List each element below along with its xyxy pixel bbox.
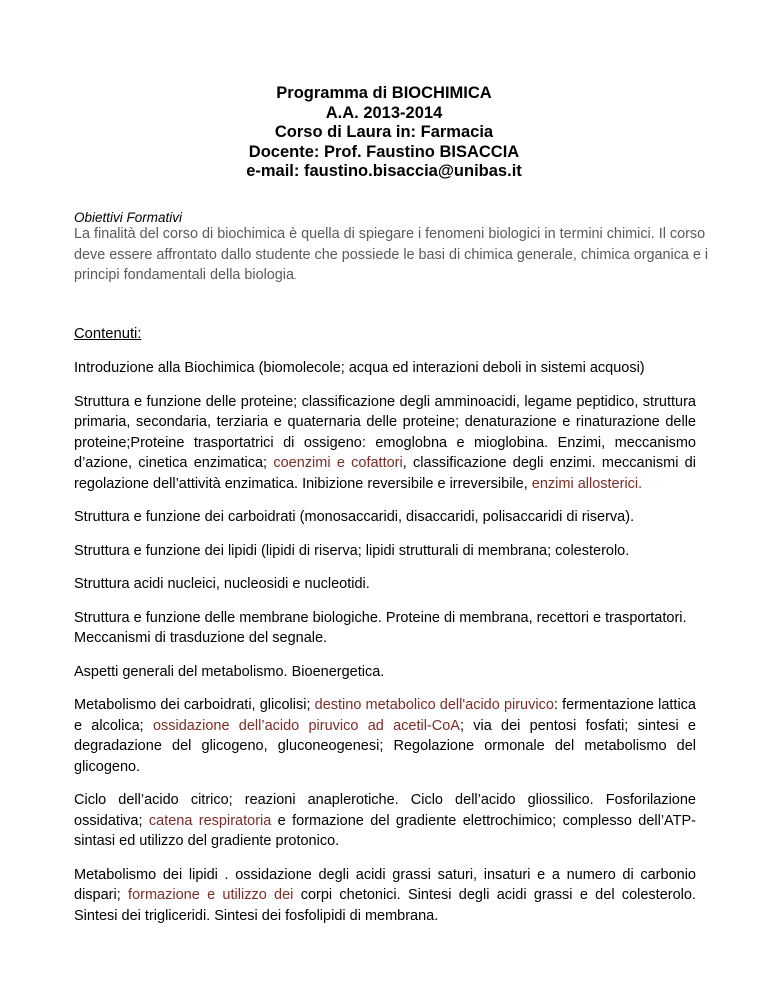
lecturer: Docente: Prof. Faustino BISACCIA <box>248 142 520 161</box>
lecturer-email: e-mail: faustino.bisaccia@unibas.it <box>246 162 522 180</box>
text-segment: e formazione del gradiente elettrochimico; complesso dell’ATP-sintasi ed utilizzo del gradiente protonico. <box>74 812 696 849</box>
text-segment: , classificazione degli enzimi. meccanismi di regolazione dell’attività enzimatica. Inibizione reversibile e irreversibile, <box>74 455 696 492</box>
text-segment: ; via dei pentosi fosfati; sintesi e degradazione del glicogeno, gluconeogenesi; Regolazione ormonale del metabolismo del glicogeno. <box>74 717 696 775</box>
text-segment: Ciclo dell’acido citrico; reazioni anaplerotiche. Ciclo dell’acido gliossilico. Fosforilazione ossidativa; <box>74 792 696 829</box>
text-segment: corpi chetonici. Sintesi degli acidi grassi e del colesterolo. Sintesi dei trigliceridi. Sintesi dei fosfolipidi di membrana. <box>74 887 696 924</box>
paragraph-citric-acid-cycle <box>74 790 696 852</box>
text-segment: : fermentazione lattica e alcolica; <box>74 697 696 734</box>
paragraph-lipids: Struttura e funzione dei lipidi (lipidi di riserva; lipidi strutturali di membrana; colesterolo. <box>74 542 630 559</box>
paragraph-lipid-metabolism <box>74 865 696 927</box>
contents-body <box>74 358 696 939</box>
objectives-end-dot: . <box>294 271 297 281</box>
highlight-segment: enzimi allosterici. <box>531 475 643 492</box>
paragraph-membranes: Struttura e funzione delle membrane biologiche. Proteine di membrana, recettori e trasportatori. Meccanismi di trasduzione del segnale. <box>74 609 687 646</box>
document-header <box>0 84 768 182</box>
highlight-segment: destino metabolico dell'acido piruvico <box>314 697 554 713</box>
objectives-title: Obiettivi Formativi <box>74 210 183 225</box>
paragraph-metabolism: Aspetti generali del metabolismo. Bioenergetica. <box>74 663 385 680</box>
text-segment: Struttura e funzione delle proteine; classificazione degli amminoacidi, legame peptidico, struttura primaria, secondaria, terziaria e quaternaria delle proteine; denaturazione e rinaturazione delle proteine;Proteine trasportatrici di ossigeno: emoglobna e mioglobina. Enzimi, meccanismo d’azione, cinetica enzimatica; <box>74 393 696 471</box>
degree-course: Corso di Laura in: Farmacia <box>274 123 494 141</box>
contents-title: Contenuti: <box>74 326 142 342</box>
paragraph-carbohydrate-metabolism <box>74 695 696 777</box>
highlight-segment: coenzimi e cofattori <box>273 455 403 471</box>
paragraph-carbohydrates: Struttura e funzione dei carboidrati (monosaccaridi, disaccaridi, polisaccaridi di riserva). <box>74 509 635 525</box>
highlight-segment: ossidazione dell’acido piruvico ad acetil-CoA <box>152 717 460 734</box>
paragraph-nucleic-acids: Struttura acidi nucleici, nucleosidi e nucleotidi. <box>74 576 370 592</box>
objectives-text <box>74 224 714 287</box>
highlight-segment: formazione e utilizzo dei <box>128 887 294 903</box>
text-segment: Metabolismo dei carboidrati, glicolisi; <box>74 697 315 713</box>
objectives-body: La finalità del corso di biochimica è quella di spiegare i fenomeni biologici in termini chimici. Il corso deve essere affrontato dallo studente che possiede le basi di chimica generale, chimica organica e i principi fondamentali della biologia <box>74 226 709 283</box>
academic-year: A.A. 2013-2014 <box>325 103 443 122</box>
paragraph-introduction: Introduzione alla Biochimica (biomolecole; acqua ed interazioni deboli in sistemi acquosi) <box>74 360 645 376</box>
text-segment: Metabolismo dei lipidi . ossidazione degli acidi grassi saturi, insaturi e a numero di carbonio dispari; <box>74 866 696 903</box>
highlight-segment: catena respiratoria <box>148 812 272 829</box>
paragraph-proteins <box>74 392 696 495</box>
course-title: Programma di BIOCHIMICA <box>276 84 492 102</box>
